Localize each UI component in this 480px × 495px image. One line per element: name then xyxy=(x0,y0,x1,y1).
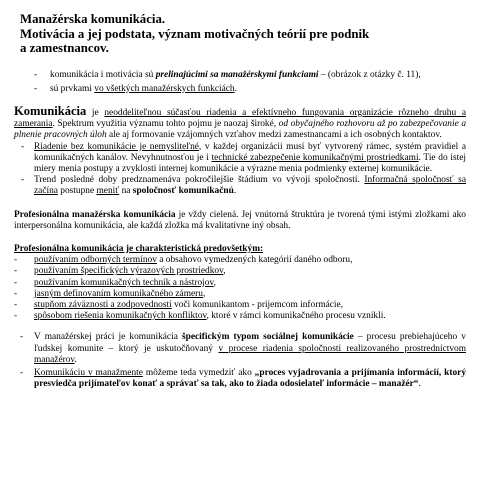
komunikacia-paragraph xyxy=(14,103,467,142)
underlined-text: stupňom záväznosti a zodpovednosti xyxy=(34,299,172,310)
text: je xyxy=(86,107,105,118)
komunikacia-section xyxy=(14,103,467,198)
title-line-2: Motivácia a jej podstata, význam motivačných teórií pre podnik xyxy=(20,26,370,41)
text: . xyxy=(233,186,237,197)
text: ale aj formovanie vzájomných vzťahov medzi zamestnancami a ich osobných kontaktov. xyxy=(106,130,442,141)
text: , xyxy=(223,266,226,277)
text: . xyxy=(234,83,237,94)
bullet-dash: - xyxy=(20,367,24,378)
underlined-text: používaním odborných termínov xyxy=(34,255,157,266)
section-heading: Profesionálna komunikácia je charakteristická predovšetkým: xyxy=(14,243,264,254)
underlined-text: Informačná spoločnosť sa začína xyxy=(34,175,466,197)
underlined-text: Komunikáciu v manažmente xyxy=(34,367,143,378)
text: , xyxy=(213,277,216,288)
bold-text: špecifickým typom sociálnej komunikácie xyxy=(181,332,354,343)
underlined-text: spôsobom riešenia komunikačných konfliktov xyxy=(34,311,207,322)
charakteristika-list xyxy=(14,255,466,322)
text: postupne xyxy=(57,186,97,197)
text: , v každej organizácii musí byť vytvorený rámec, systém pravidiel a komunikačných kanálov. Nevyhnutnosťou je i xyxy=(34,141,466,163)
underlined-text: vo všetkých manažérskych funkciách xyxy=(94,83,235,94)
list-item xyxy=(14,175,466,197)
zaver-list xyxy=(14,332,466,390)
title-line-3: a zamestnancov. xyxy=(20,41,109,55)
document-title xyxy=(20,12,466,56)
text: V manažérskej práci je komunikácia xyxy=(34,332,182,343)
text: , xyxy=(202,288,206,299)
text: Trend posledné doby predznamenáva pokročilejšie štádium vo vývoji spoločnosti. xyxy=(34,175,365,186)
list-item xyxy=(14,142,466,176)
underlined-text: v procese riadenia spoločnosti realizovaného prostredníctvom manažérov xyxy=(34,343,466,365)
italic-text: od obyčajného rozhovoru až po zabezpečovanie a plnenie pracovných úloh xyxy=(14,119,467,141)
underlined-text: používaním komunikačných techník a nástrojov xyxy=(34,277,214,288)
bold-text: Profesionálna manažérska komunikácia xyxy=(14,209,176,220)
bold-text: spoločnosť komunikačnú xyxy=(132,186,234,197)
bullet-dash: - xyxy=(14,299,18,310)
list-item xyxy=(14,311,466,322)
bullet-dash: - xyxy=(14,311,18,322)
bullet-dash: - xyxy=(21,141,25,152)
list-item xyxy=(14,289,466,300)
bullet-dash: - xyxy=(20,332,24,343)
underlined-text: neoddeliteľnou súčasťou riadenia a efektívneho fungovania organizácie rôzneho druhu a zamerania xyxy=(14,107,466,130)
underlined-text: meniť xyxy=(96,186,120,197)
text: . xyxy=(74,354,77,365)
list-item xyxy=(14,368,466,390)
profesionalna-paragraph xyxy=(14,210,466,232)
section-lead: Komunikácia xyxy=(14,103,87,118)
list-item xyxy=(14,332,466,366)
emphasis: prelinajúcimi sa manažérskymi funkciami xyxy=(155,69,319,80)
list-item xyxy=(14,266,466,277)
underlined-text: jasným definovaním komunikačného zámeru xyxy=(34,288,203,299)
text: . xyxy=(418,379,421,390)
text: môžeme teda vymedziť ako xyxy=(142,367,255,378)
bullet-dash: - xyxy=(14,288,18,299)
list-item xyxy=(14,255,466,266)
bullet-dash: - xyxy=(14,277,18,288)
text: a obsahovo vymedzených kategórií daného odboru, xyxy=(156,255,353,266)
komunikacia-list xyxy=(14,142,466,198)
text: komunikácia i motivácia sú xyxy=(50,69,156,80)
underlined-text: technické zabezpečenie komunikačnými prostriedkami xyxy=(211,152,419,163)
charakteristika-section xyxy=(14,244,466,322)
bold-text: „proces vyjadrovania a prijímania informácií, ktorý presviedča prijímateľov konať a správať sa tak, ako to žiada odosielateľ informácie – manažér“ xyxy=(34,367,467,390)
bullet-dash: - xyxy=(14,255,18,266)
text: . Tie do istej miery menia postupy a zvyklosti internej komunikácie a výrazne menia podmienky externej komunikácie. xyxy=(34,152,466,174)
list-item xyxy=(14,300,466,311)
underlined-text: používaním špecifických výrazových prostriedkov xyxy=(34,266,224,277)
text: – procesu prebiehajúceho v ľudskej komunite – ktorý je uskutočňovaný xyxy=(34,332,466,354)
text: sú prvkami xyxy=(50,83,95,94)
text: – (obrázok z otázky č. 11), xyxy=(318,69,421,80)
text: na xyxy=(119,186,133,197)
text: . Spektrum využitia významu tohto pojmu je naozaj široké, xyxy=(52,119,279,130)
bullet-dash: - xyxy=(34,69,38,80)
bullet-dash: - xyxy=(21,175,25,186)
text: , ktoré v rámci komunikačného procesu vznikli. xyxy=(206,311,386,322)
list-item xyxy=(14,278,466,289)
intro-item-2 xyxy=(14,84,466,95)
bullet-dash: - xyxy=(14,266,18,277)
intro-item-1 xyxy=(14,70,466,81)
intro-list xyxy=(14,70,466,95)
title-line-1: Manažérska komunikácia. xyxy=(20,12,166,26)
bullet-dash: - xyxy=(34,83,38,94)
underlined-text: Riadenie bez komunikácie je nemysliteľné xyxy=(34,141,199,152)
text: voči komunikantom - prijemcom informácie, xyxy=(171,299,344,310)
text: je vždy cielená. Jej vnútorná štruktúra je tvorená tými istými zložkami ako interpersonálna komunikácia, ale každá zložka má kvalitatívne iný obsah. xyxy=(14,209,466,231)
